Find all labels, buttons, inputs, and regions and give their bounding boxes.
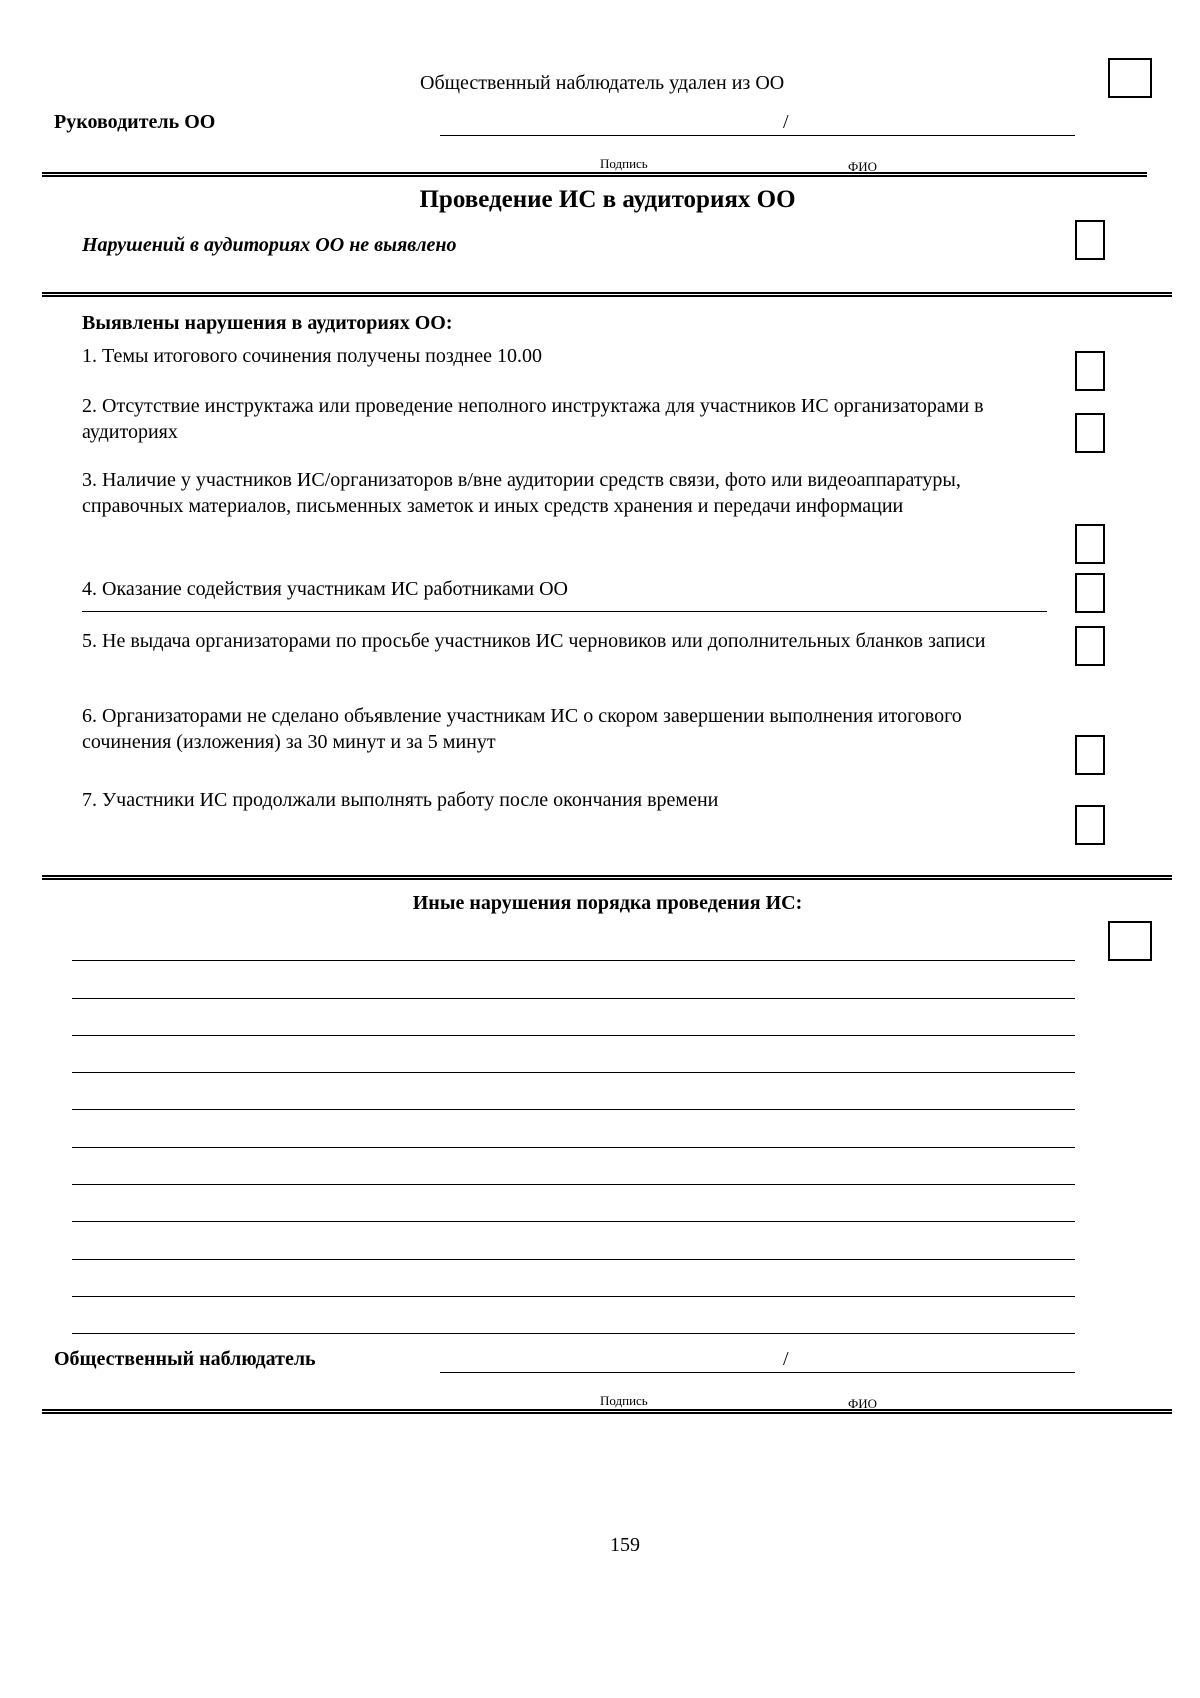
other-violations-line[interactable] xyxy=(72,1259,1075,1260)
divider xyxy=(42,875,1172,880)
divider xyxy=(42,292,1172,297)
observer-removed-label: Общественный наблюдатель удален из ОО xyxy=(420,72,785,94)
observer-role-label: Общественный наблюдатель xyxy=(54,1348,316,1370)
divider xyxy=(42,172,1147,177)
page-number: 159 xyxy=(610,1534,640,1556)
violation-5-checkbox[interactable] xyxy=(1075,626,1105,666)
violation-item-1: 1. Темы итогового сочинения получены позднее 10.00 xyxy=(82,345,542,367)
section-conduct-title: Проведение ИС в аудиториях ОО xyxy=(419,186,796,213)
other-violations-line[interactable] xyxy=(72,960,1075,961)
violation-item-2: 2. Отсутствие инструктажа или проведение неполного инструктажа для участников ИС организаторами в аудиториях xyxy=(82,395,984,443)
violation-7-checkbox[interactable] xyxy=(1075,805,1105,845)
violation-3-checkbox[interactable] xyxy=(1075,524,1105,564)
violation-item-6: 6. Организаторами не сделано объявление участникам ИС о скором завершении выполнения итогового сочинения (изложения) за 30 минут и за 5 минут xyxy=(82,705,962,753)
violation-item-3: 3. Наличие у участников ИС/организаторов в/вне аудитории средств связи, фото или видеоаппаратуры, справочных материалов, письменных заметок и иных средств хранения и передачи информации xyxy=(82,469,961,517)
observer-removed-checkbox[interactable] xyxy=(1108,58,1152,98)
observer-signature-line[interactable] xyxy=(440,1372,1075,1373)
other-violations-line[interactable] xyxy=(72,1184,1075,1185)
other-violations-checkbox[interactable] xyxy=(1108,921,1152,961)
item-underline xyxy=(82,611,1047,612)
other-violations-line[interactable] xyxy=(72,1109,1075,1110)
divider xyxy=(42,1409,1172,1414)
violation-1-checkbox[interactable] xyxy=(1075,351,1105,391)
other-violations-line[interactable] xyxy=(72,1035,1075,1036)
violation-6-checkbox[interactable] xyxy=(1075,735,1105,775)
head-caption-name: ФИО xyxy=(848,159,878,174)
violations-heading: Выявлены нарушения в аудиториях ОО: xyxy=(82,312,453,334)
violation-2-checkbox[interactable] xyxy=(1075,413,1105,453)
head-signature-line[interactable] xyxy=(440,135,1075,136)
other-violations-line[interactable] xyxy=(72,1333,1075,1334)
observer-caption-signature: Подпись xyxy=(600,1393,648,1408)
no-violations-checkbox[interactable] xyxy=(1075,220,1105,260)
other-violations-line[interactable] xyxy=(72,1221,1075,1222)
observer-signature-slash: / xyxy=(783,1348,789,1370)
violation-item-5: 5. Не выдача организаторами по просьбе участников ИС черновиков или дополнительных бланков записи xyxy=(82,630,986,652)
section-other-title: Иные нарушения порядка проведения ИС: xyxy=(412,892,803,914)
other-violations-line[interactable] xyxy=(72,1072,1075,1073)
violation-4-checkbox[interactable] xyxy=(1075,573,1105,613)
head-caption-signature: Подпись xyxy=(600,156,648,171)
other-violations-line[interactable] xyxy=(72,998,1075,999)
violation-item-4: 4. Оказание содействия участникам ИС работниками ОО xyxy=(82,578,568,600)
violation-item-7: 7. Участники ИС продолжали выполнять работу после окончания времени xyxy=(82,789,719,811)
observer-caption-name: ФИО xyxy=(848,1396,878,1411)
other-violations-line[interactable] xyxy=(72,1147,1075,1148)
head-signature-slash: / xyxy=(783,111,789,133)
no-violations-label: Нарушений в аудиториях ОО не выявлено xyxy=(82,234,457,256)
head-role-label: Руководитель ОО xyxy=(54,111,216,133)
other-violations-line[interactable] xyxy=(72,1296,1075,1297)
